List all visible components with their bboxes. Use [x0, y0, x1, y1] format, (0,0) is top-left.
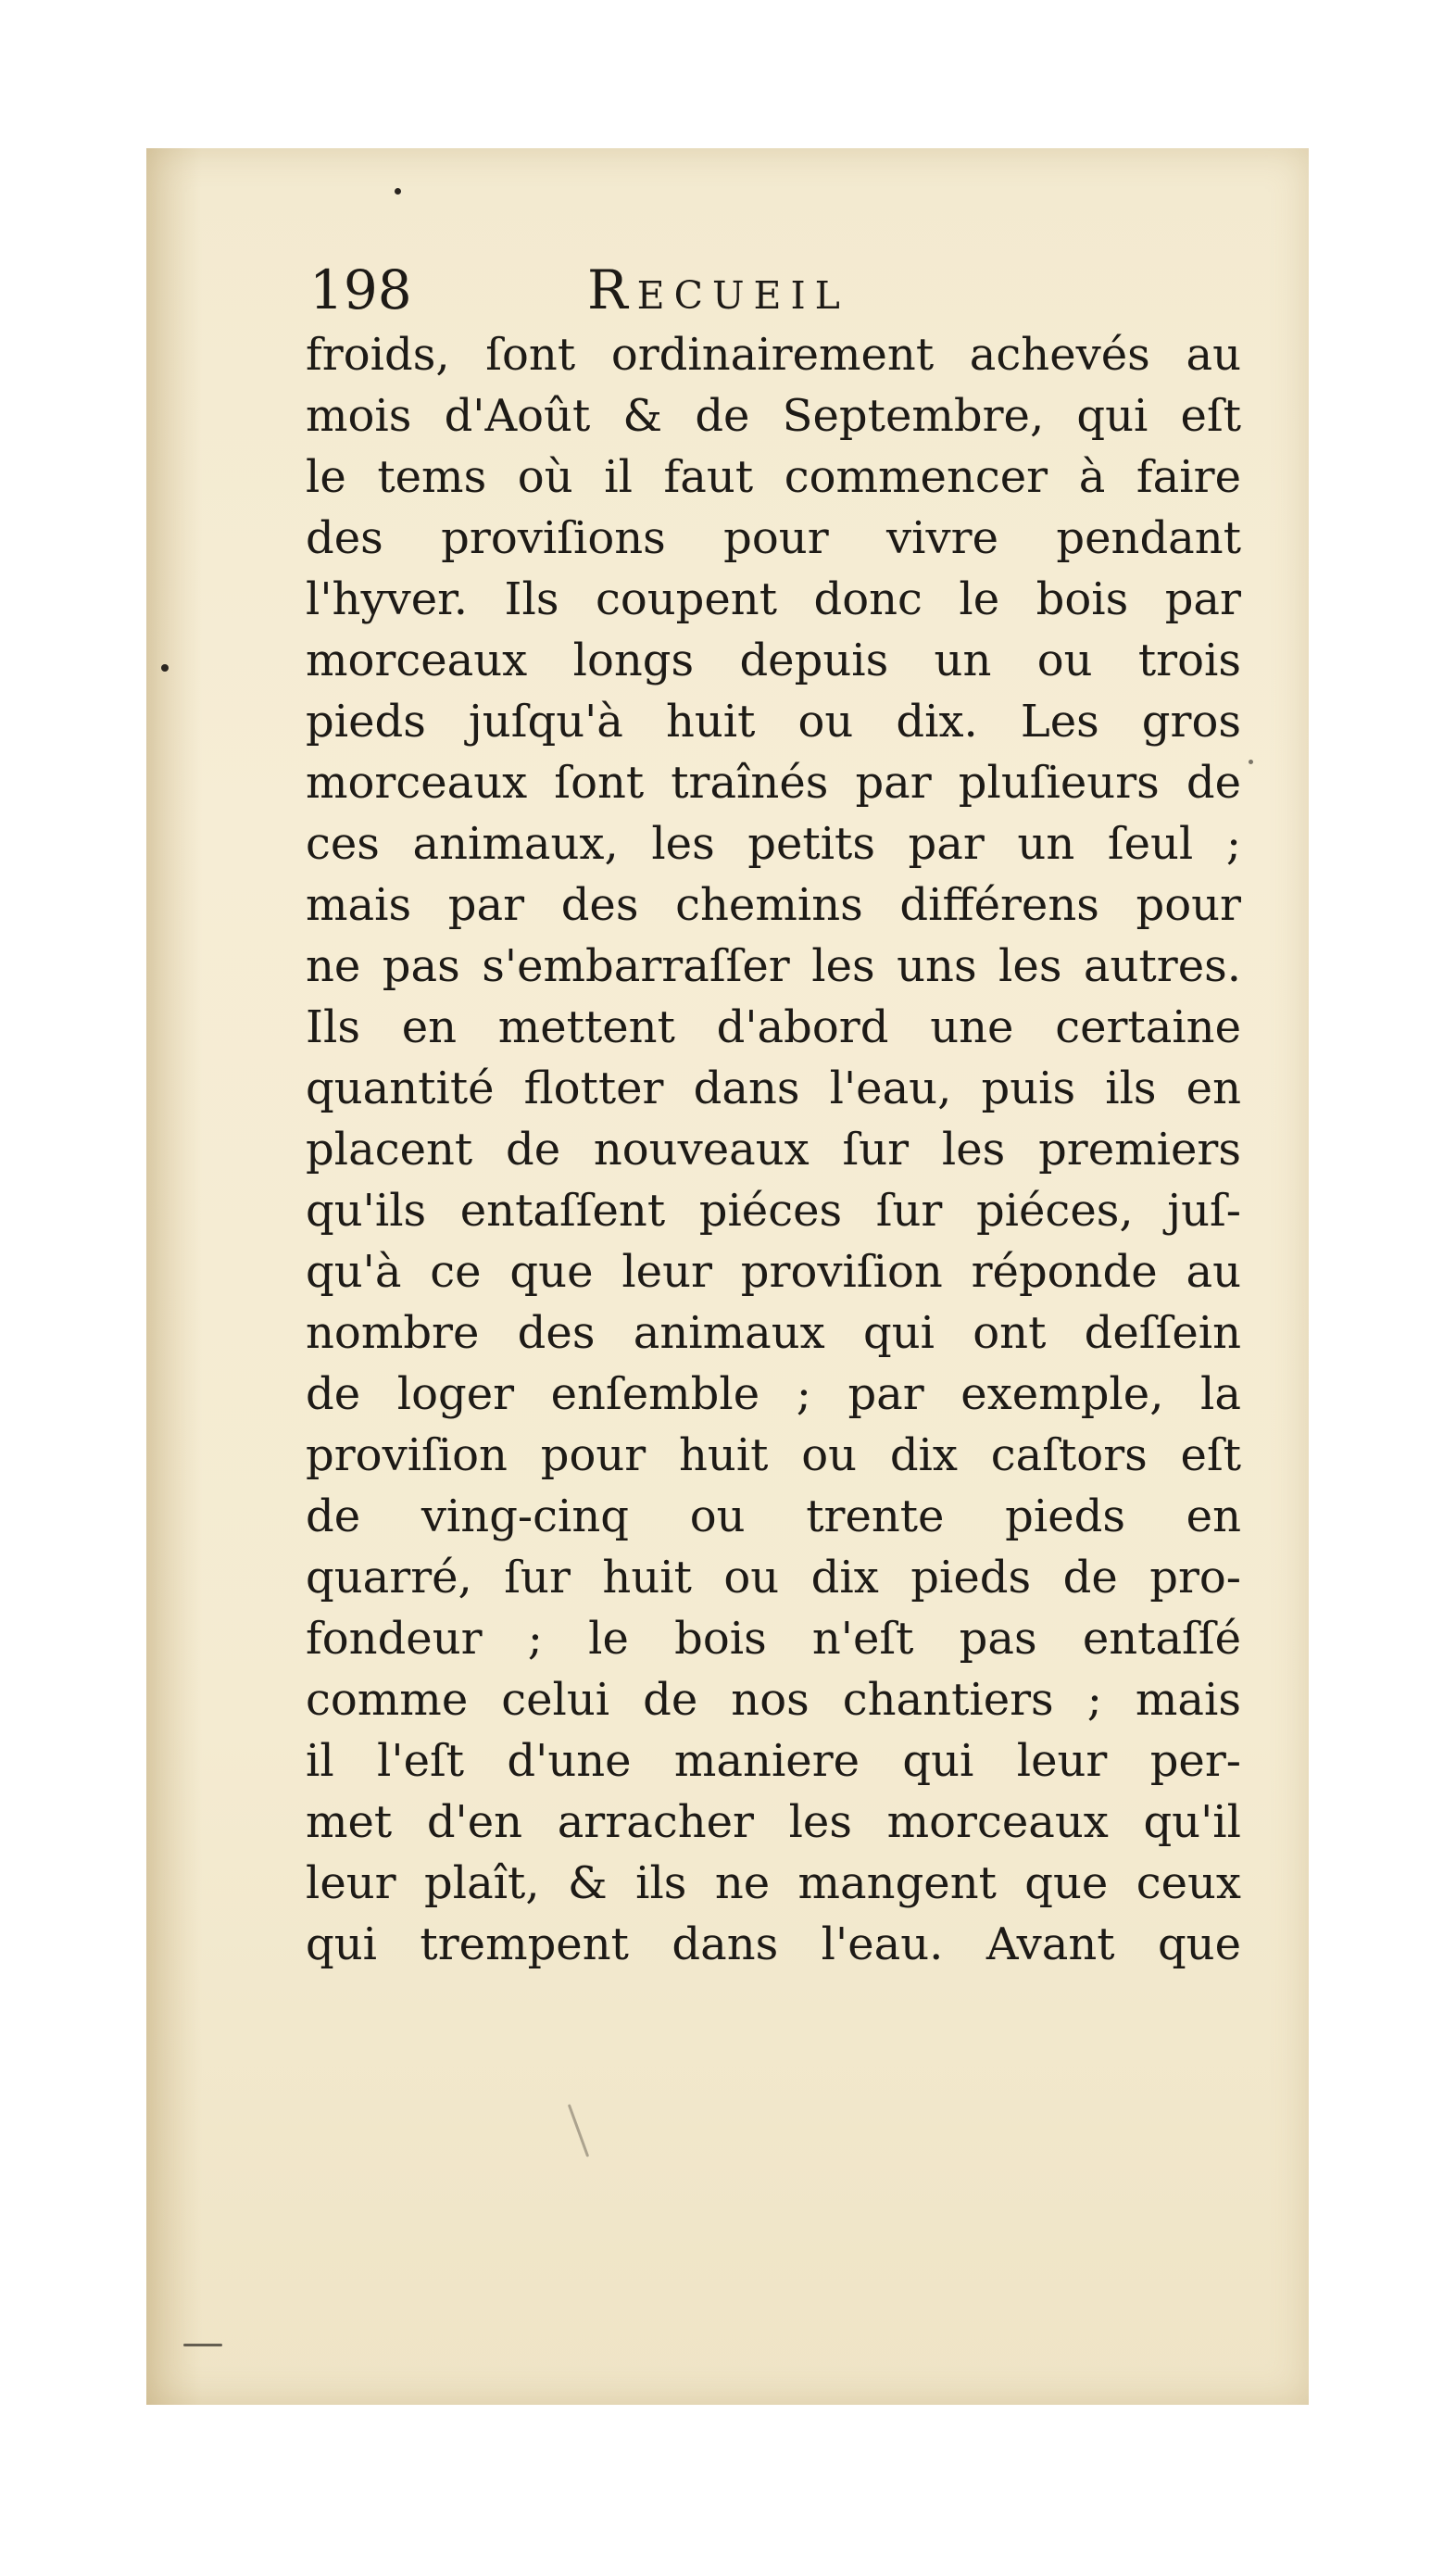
paper-speck — [568, 2104, 589, 2157]
text-line: mois d'Août & de Septembre, qui eſt — [306, 390, 1241, 442]
paper-speck — [1249, 760, 1253, 764]
paper-speck — [183, 2344, 222, 2346]
running-head — [309, 253, 1236, 327]
text-line: fondeur ; le bois n'eſt pas entaſſé — [306, 1613, 1241, 1665]
text-line: nombre des animaux qui ont deſſein — [306, 1307, 1241, 1359]
text-line: il l'eſt d'une maniere qui leur per- — [306, 1735, 1241, 1787]
text-line: ne pas s'embarraſſer les uns les autres. — [306, 940, 1241, 992]
text-line: qu'à ce que leur proviſion réponde au — [306, 1246, 1241, 1298]
body-text — [306, 324, 1241, 1975]
text-line: proviſion pour huit ou dix caſtors eſt — [306, 1429, 1241, 1481]
paper-speck — [161, 664, 169, 672]
text-line: de loger enſemble ; par exemple, la — [306, 1368, 1241, 1420]
book-page — [146, 148, 1309, 2405]
text-line: de ving-cinq ou trente pieds en — [306, 1490, 1241, 1542]
text-line: met d'en arracher les morceaux qu'il — [306, 1796, 1241, 1848]
text-line: des proviſions pour vivre pendant — [306, 512, 1241, 564]
page-number: 198 — [309, 258, 412, 321]
text-line: placent de nouveaux ſur les premiers — [306, 1124, 1241, 1176]
paper-speck — [395, 188, 401, 195]
text-line: morceaux ſont traînés par pluſieurs de — [306, 757, 1241, 809]
text-line: morceaux longs depuis un ou trois — [306, 635, 1241, 686]
text-line: froids, ſont ordinairement achevés au — [306, 329, 1241, 381]
text-line: qu'ils entaſſent piéces ſur piéces, juſ- — [306, 1185, 1241, 1237]
text-line: quantité flotter dans l'eau, puis ils en — [306, 1063, 1241, 1114]
text-line: qui trempent dans l'eau. Avant que — [306, 1918, 1241, 1970]
text-line: mais par des chemins différens pour — [306, 879, 1241, 931]
text-line: le tems où il faut commencer à faire — [306, 451, 1241, 503]
text-line: pieds juſqu'à huit ou dix. Les gros — [306, 696, 1241, 748]
text-line: comme celui de nos chantiers ; mais — [306, 1674, 1241, 1726]
running-title: Recueil — [587, 258, 849, 321]
text-line: leur plaît, & ils ne mangent que ceux — [306, 1857, 1241, 1909]
text-line: l'hyver. Ils coupent donc le bois par — [306, 573, 1241, 625]
text-line: quarré, ſur huit ou dix pieds de pro- — [306, 1552, 1241, 1603]
text-line: Ils en mettent d'abord une certaine — [306, 1001, 1241, 1053]
text-line: ces animaux, les petits par un ſeul ; — [306, 818, 1241, 870]
